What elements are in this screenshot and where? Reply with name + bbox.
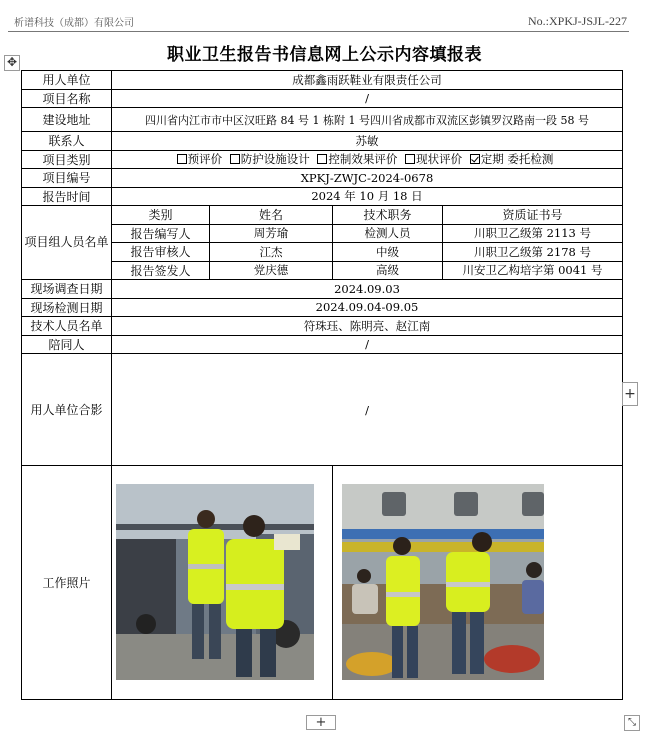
member-name[interactable]: 江杰 [210,243,333,262]
member-name[interactable]: 党庆德 [210,261,333,280]
row-project-no [22,169,623,188]
team-label: 项目组人员名单 [22,206,112,280]
row-technicians [22,317,623,336]
option-protection-design[interactable]: 防护设施设计 [230,151,310,167]
row-employer [22,71,623,90]
employer-value[interactable]: 成都鑫雨跃鞋业有限责任公司 [112,71,623,90]
member-role: 报告签发人 [112,261,210,280]
row-report-date [22,187,623,206]
company-header: 析谱科技（成都）有限公司 [14,18,134,29]
project-no-label: 项目编号 [22,169,112,188]
member-cert[interactable]: 川职卫乙级第 2178 号 [443,243,623,262]
member-role: 报告编写人 [112,224,210,243]
contact-value[interactable]: 苏敏 [112,132,623,151]
escort-value[interactable]: / [112,335,623,354]
add-column-plus-icon[interactable]: + [622,382,638,406]
add-row-plus-icon[interactable]: + [306,715,336,730]
group-photo-value[interactable]: / [112,354,623,466]
work-photo-cell-2 [333,466,623,700]
checkbox-icon[interactable] [317,154,327,164]
page-title: 职业卫生报告书信息网上公示内容填报表 [167,45,482,65]
work-photos-label: 工作照片 [22,466,112,700]
member-cert[interactable]: 川职卫乙级第 2113 号 [443,224,623,243]
checkbox-checked-icon[interactable] [470,154,480,164]
test-date-label: 现场检测日期 [22,298,112,317]
work-photo-cell-1 [112,466,333,700]
site-address-label: 建设地址 [22,108,112,132]
header-divider [8,31,629,32]
row-project-name [22,89,623,108]
member-name[interactable]: 周芳瑜 [210,224,333,243]
escort-label: 陪同人 [22,335,112,354]
work-photo-1-image [116,484,314,680]
technicians-label: 技术人员名单 [22,317,112,336]
option-periodic-testing[interactable]: 定期 委托检测 [470,151,554,167]
row-work-photos [22,466,623,700]
row-survey-date [22,280,623,299]
row-team-header [22,206,623,225]
site-address-value[interactable]: 四川省内江市市中区汉旺路 84 号 1 栋附 1 号四川省成都市双流区彭镇罗汉路南一段 58 号 [112,108,623,132]
project-name-value[interactable]: / [112,89,623,108]
member-title[interactable]: 高级 [333,261,443,280]
member-role: 报告审核人 [112,243,210,262]
team-header-cert: 资质证书号 [443,206,623,225]
team-header-role: 类别 [112,206,210,225]
project-type-label: 项目类别 [22,150,112,169]
member-title[interactable]: 中级 [333,243,443,262]
document-number: No.:XPKJ-JSJL-227 [527,14,627,28]
row-project-type [22,150,623,169]
report-date-label: 报告时间 [22,187,112,206]
group-photo-label: 用人单位合影 [22,354,112,466]
report-form-table [21,70,623,700]
team-member-row [22,261,623,280]
team-member-row [22,224,623,243]
option-status-evaluation[interactable]: 现状评价 [405,151,462,167]
row-escort [22,335,623,354]
row-group-photo [22,354,623,466]
resize-icon[interactable]: ⤡ [624,715,640,731]
row-contact [22,132,623,151]
work-photo-2[interactable] [342,484,544,680]
team-header-title: 技术职务 [333,206,443,225]
checkbox-icon[interactable] [177,154,187,164]
row-site-address [22,108,623,132]
test-date-value[interactable]: 2024.09.04-09.05 [112,298,623,317]
contact-label: 联系人 [22,132,112,151]
employer-label: 用人单位 [22,71,112,90]
technicians-value[interactable]: 符珠珏、陈明亮、赵江南 [112,317,623,336]
work-photo-2-image [342,484,544,680]
survey-date-value[interactable]: 2024.09.03 [112,280,623,299]
member-title[interactable]: 检测人员 [333,224,443,243]
option-control-effect[interactable]: 控制效果评价 [317,151,397,167]
member-cert[interactable]: 川安卫乙构培字第 0041 号 [443,261,623,280]
project-name-label: 项目名称 [22,89,112,108]
survey-date-label: 现场调查日期 [22,280,112,299]
project-type-options [112,150,623,169]
checkbox-icon[interactable] [405,154,415,164]
report-date-value[interactable]: 2024 年 10 月 18 日 [112,187,623,206]
team-member-row [22,243,623,262]
row-test-date [22,298,623,317]
option-pre-evaluation[interactable]: 预评价 [177,151,223,167]
move-handle-icon[interactable]: ✥ [4,55,20,71]
work-photo-1[interactable] [116,484,314,680]
checkbox-icon[interactable] [230,154,240,164]
team-header-name: 姓名 [210,206,333,225]
project-no-value[interactable]: XPKJ-ZWJC-2024-0678 [112,169,623,188]
